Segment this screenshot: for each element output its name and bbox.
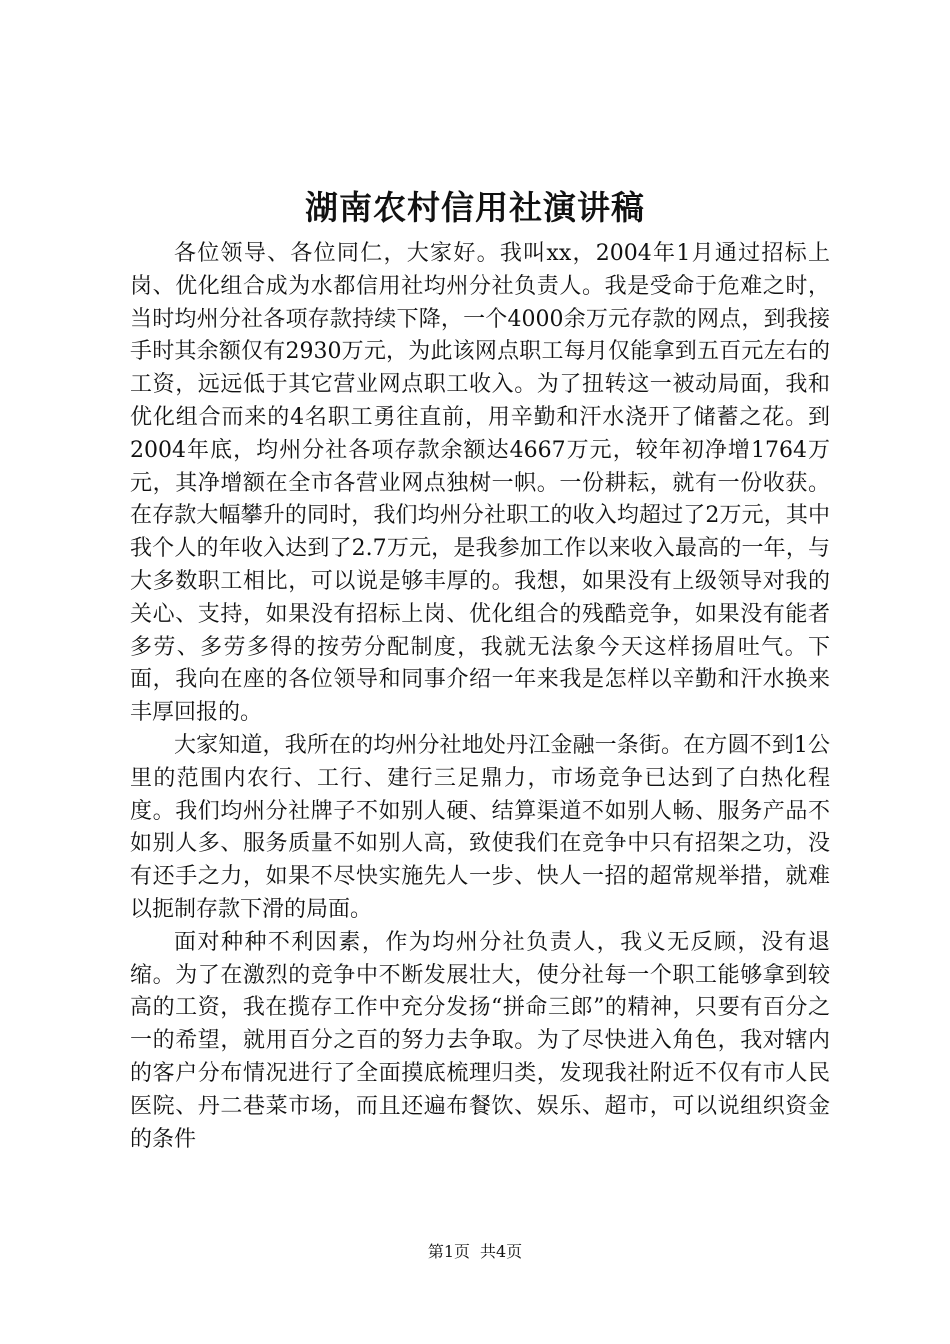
document-title: 湖南农村信用社演讲稿 [305, 188, 645, 227]
page-total: 共4页 [480, 1242, 523, 1261]
paragraph-1: 各位领导、各位同仁，大家好。我叫xx，2004年1月通过招标上岗、优化组合成为水都信用社均州分社负责人。我是受命于危难之时，当时均州分社各项存款持续下降，一个4000余万元存款的网点，到我接手时其余额仅有2930万元，为此该网点职工每月仅能拿到五百元左右的工资，远远低于其它营业网点职工收入。为了扭转这一被动局面，我和优化组合而来的4名职工勇往直前，用辛勤和汗水浇开了储蓄之花。到2004年底，均州分社各项存款余额达4667万元，较年初净增1764万元，其净增额在全市各营业网点独树一帜。一份耕耘，就有一份收获。在存款大幅攀升的同时，我们均州分社职工的收入均超过了2万元，其中我个人的年收入达到了2.7万元，是我参加工作以来收入最高的一年，与大多数职工相比，可以说是够丰厚的。我想，如果没有上级领导对我的关心、支持，如果没有招标上岗、优化组合的残酷竞争，如果没有能者多劳、多劳多得的按劳分配制度，我就无法象今天这样扬眉吐气。下面，我向在座的各位领导和同事介绍一年来我是怎样以辛勤和汗水换来丰厚回报的。 [130, 241, 830, 726]
document-body [130, 238, 830, 1156]
page-number: 第1页 [427, 1242, 470, 1261]
paragraph-3: 面对种种不利因素，作为均州分社负责人，我义无反顾，没有退缩。为了在激烈的竞争中不断发展壮大，使分社每一个职工能够拿到较高的工资，我在揽存工作中充分发扬“拼命三郎”的精神，只要有百分之一的希望，就用百分之百的努力去争取。为了尽快进入角色，我对辖内的客户分布情况进行了全面摸底梳理归类，发现我社附近不仅有市人民医院、丹二巷菜市场，而且还遍布餐饮、娱乐、超市，可以说组织资金的条件 [130, 929, 830, 1152]
page-footer [0, 1240, 950, 1264]
paragraph-2: 大家知道，我所在的均州分社地处丹江金融一条街。在方圆不到1公里的范围内农行、工行、建行三足鼎力，市场竞争已达到了白热化程度。我们均州分社牌子不如别人硬、结算渠道不如别人畅、服务产品不如别人多、服务质量不如别人高，致使我们在竞争中只有招架之功，没有还手之力，如果不尽快实施先人一步、快人一招的超常规举措，就难以扼制存款下滑的局面。 [130, 732, 830, 922]
